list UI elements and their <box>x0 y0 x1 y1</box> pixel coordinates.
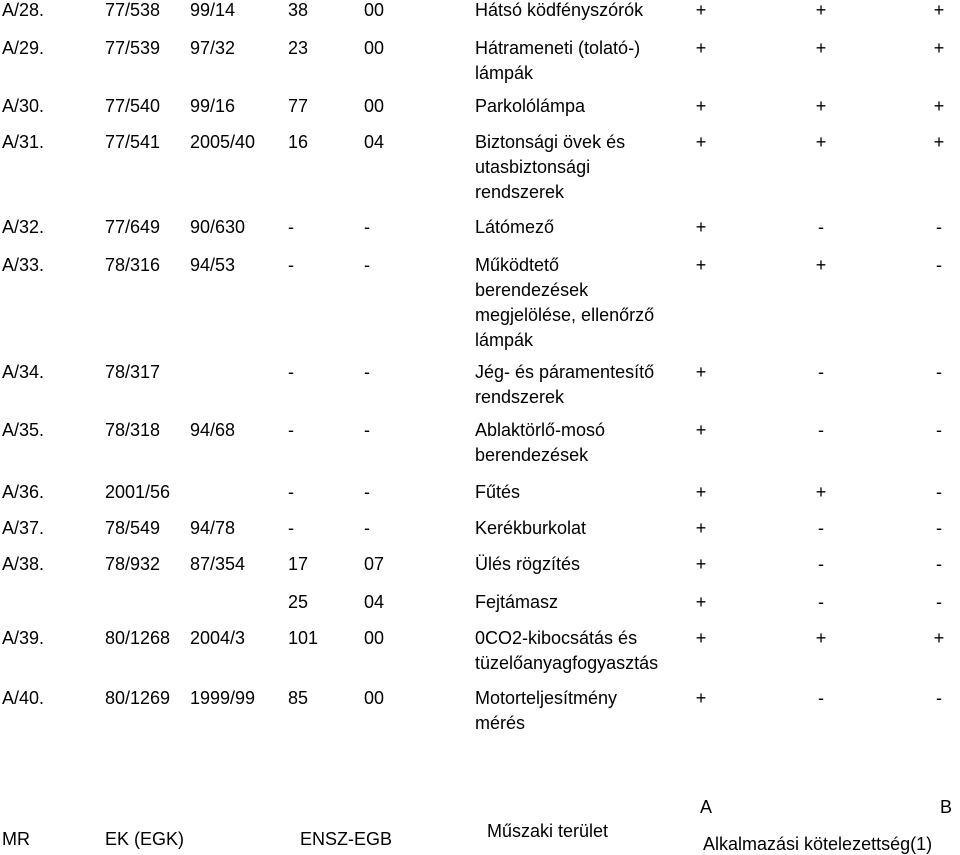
row-supplement: - <box>364 362 370 382</box>
row-ek-number: 77/541 <box>105 132 161 152</box>
footer-ek: EK (EGK) <box>105 829 185 849</box>
row-description <box>475 130 625 205</box>
description-line: Motorteljesítmény <box>475 688 618 708</box>
row-supplement: 04 <box>364 132 385 152</box>
row-ek-number: 77/539 <box>105 38 161 58</box>
description-line: Hátrameneti (tolató-) <box>475 38 641 58</box>
footer-application-obligation: Alkalmazási kötelezettség(1) <box>703 834 933 854</box>
row-ece-number: - <box>288 362 294 382</box>
row-col-c: - <box>936 518 942 538</box>
description-line: mérés <box>475 713 526 733</box>
row-directive: 90/630 <box>190 217 246 237</box>
description-line: Kerékburkolat <box>475 518 587 538</box>
row-col-a: + <box>695 362 707 382</box>
row-supplement: - <box>364 420 370 440</box>
description-line: 0CO2-kibocsátás és <box>475 628 638 648</box>
row-directive: 87/354 <box>190 554 246 574</box>
row-col-a: + <box>695 217 707 237</box>
row-col-c: + <box>933 132 945 152</box>
row-ref: A/35. <box>2 420 45 440</box>
description-line: megjelölése, ellenőrző <box>475 305 655 325</box>
description-line: lámpák <box>475 330 534 350</box>
row-supplement: 00 <box>364 96 385 116</box>
description-line: rendszerek <box>475 182 565 202</box>
row-col-b: + <box>815 132 827 152</box>
row-col-c: - <box>936 362 942 382</box>
row-col-a: + <box>695 38 707 58</box>
row-col-a: + <box>695 132 707 152</box>
row-ek-number: 78/317 <box>105 362 161 382</box>
description-line: Ablaktörlő-mosó <box>475 420 606 440</box>
row-col-c: - <box>936 217 942 237</box>
row-supplement: 00 <box>364 38 385 58</box>
description-line: Ülés rögzítés <box>475 554 581 574</box>
row-ref: A/33. <box>2 255 45 275</box>
row-col-a: + <box>695 628 707 648</box>
row-col-a: + <box>695 96 707 116</box>
row-ece-number: - <box>288 518 294 538</box>
row-directive: 99/14 <box>190 0 236 20</box>
row-col-b: - <box>818 420 824 440</box>
row-col-a: + <box>695 554 707 574</box>
row-ek-number: 80/1269 <box>105 688 171 708</box>
row-ece-number: 17 <box>288 554 309 574</box>
row-ece-number: 85 <box>288 688 309 708</box>
row-ref: A/37. <box>2 518 45 538</box>
row-description <box>475 36 640 86</box>
row-ece-number: 23 <box>288 38 309 58</box>
row-directive: 2005/40 <box>190 132 256 152</box>
row-col-c: - <box>936 255 942 275</box>
row-ek-number: 78/549 <box>105 518 161 538</box>
row-ek-number: 80/1268 <box>105 628 171 648</box>
row-supplement: - <box>364 255 370 275</box>
footer-ensz: ENSZ-EGB <box>300 829 393 849</box>
row-ek-number: 77/649 <box>105 217 161 237</box>
row-description <box>475 626 658 676</box>
row-description <box>475 516 586 541</box>
row-ece-number: - <box>288 255 294 275</box>
description-line: Hátsó ködfényszórók <box>475 0 644 20</box>
row-ece-number: - <box>288 482 294 502</box>
row-ek-number: 78/932 <box>105 554 161 574</box>
description-line: berendezések <box>475 445 589 465</box>
row-ece-number: 77 <box>288 96 309 116</box>
row-directive: 94/78 <box>190 518 236 538</box>
footer-column-a: A <box>700 797 713 817</box>
row-directive: 99/16 <box>190 96 236 116</box>
row-ek-number: 2001/56 <box>105 482 171 502</box>
row-col-b: - <box>818 518 824 538</box>
row-col-c: + <box>933 0 945 20</box>
row-directive: 94/53 <box>190 255 236 275</box>
row-directive: 97/32 <box>190 38 236 58</box>
row-col-a: + <box>695 0 707 20</box>
row-col-c: - <box>936 482 942 502</box>
row-col-b: - <box>818 362 824 382</box>
row-supplement: - <box>364 217 370 237</box>
row-col-c: + <box>933 38 945 58</box>
description-line: Fűtés <box>475 482 521 502</box>
row-col-a: + <box>695 592 707 612</box>
row-description <box>475 360 654 410</box>
description-line: Működtető <box>475 255 560 275</box>
row-col-c: - <box>936 592 942 612</box>
row-description <box>475 253 654 353</box>
row-description <box>475 480 520 505</box>
row-directive: 94/68 <box>190 420 236 440</box>
row-col-a: + <box>695 420 707 440</box>
row-col-b: - <box>818 217 824 237</box>
row-description <box>475 686 617 736</box>
row-col-a: + <box>695 688 707 708</box>
row-supplement: - <box>364 482 370 502</box>
row-col-a: + <box>695 482 707 502</box>
row-ece-number: 101 <box>288 628 319 648</box>
row-col-c: - <box>936 554 942 574</box>
row-col-c: - <box>936 688 942 708</box>
row-col-b: - <box>818 554 824 574</box>
row-supplement: 00 <box>364 688 385 708</box>
footer-mr: MR <box>2 829 30 849</box>
row-col-b: + <box>815 96 827 116</box>
description-line: Parkolólámpa <box>475 96 586 116</box>
row-directive: 1999/99 <box>190 688 256 708</box>
row-supplement: - <box>364 518 370 538</box>
row-supplement: 07 <box>364 554 385 574</box>
footer-technical-area: Műszaki terület <box>487 821 609 841</box>
description-line: Jég- és páramentesítő <box>475 362 655 382</box>
row-description <box>475 215 554 240</box>
row-ek-number: 77/540 <box>105 96 161 116</box>
description-line: berendezések <box>475 280 589 300</box>
row-ek-number: 78/316 <box>105 255 161 275</box>
row-col-b: + <box>815 628 827 648</box>
row-col-b: - <box>818 688 824 708</box>
row-col-b: + <box>815 0 827 20</box>
row-supplement: 00 <box>364 0 385 20</box>
row-ek-number: 78/318 <box>105 420 161 440</box>
row-ref: A/30. <box>2 96 45 116</box>
row-ece-number: 25 <box>288 592 309 612</box>
row-ece-number: 38 <box>288 0 309 20</box>
row-supplement: 00 <box>364 628 385 648</box>
row-description <box>475 94 585 119</box>
row-supplement: 04 <box>364 592 385 612</box>
row-description <box>475 590 558 615</box>
row-ref: A/40. <box>2 688 45 708</box>
row-description <box>475 418 605 468</box>
row-ece-number: 16 <box>288 132 309 152</box>
row-col-c: + <box>933 628 945 648</box>
footer-column-b: B <box>940 797 953 817</box>
row-col-b: + <box>815 255 827 275</box>
row-col-c: + <box>933 96 945 116</box>
description-line: Biztonsági övek és <box>475 132 626 152</box>
row-ref: A/31. <box>2 132 45 152</box>
row-ref: A/32. <box>2 217 45 237</box>
description-line: utasbiztonsági <box>475 157 591 177</box>
row-ref: A/29. <box>2 38 45 58</box>
row-description <box>475 0 643 23</box>
description-line: lámpák <box>475 63 534 83</box>
description-line: Látómező <box>475 217 555 237</box>
row-ref: A/34. <box>2 362 45 382</box>
description-line: tüzelőanyagfogyasztás <box>475 653 659 673</box>
row-col-b: + <box>815 38 827 58</box>
row-ref: A/28. <box>2 0 45 20</box>
row-description <box>475 552 580 577</box>
row-ece-number: - <box>288 420 294 440</box>
row-col-b: + <box>815 482 827 502</box>
row-ref: A/39. <box>2 628 45 648</box>
row-col-a: + <box>695 518 707 538</box>
description-line: rendszerek <box>475 387 565 407</box>
row-ece-number: - <box>288 217 294 237</box>
row-col-a: + <box>695 255 707 275</box>
row-ref: A/38. <box>2 554 45 574</box>
row-col-b: - <box>818 592 824 612</box>
row-col-c: - <box>936 420 942 440</box>
description-line: Fejtámasz <box>475 592 559 612</box>
row-directive: 2004/3 <box>190 628 246 648</box>
row-ref: A/36. <box>2 482 45 502</box>
row-ek-number: 77/538 <box>105 0 161 20</box>
